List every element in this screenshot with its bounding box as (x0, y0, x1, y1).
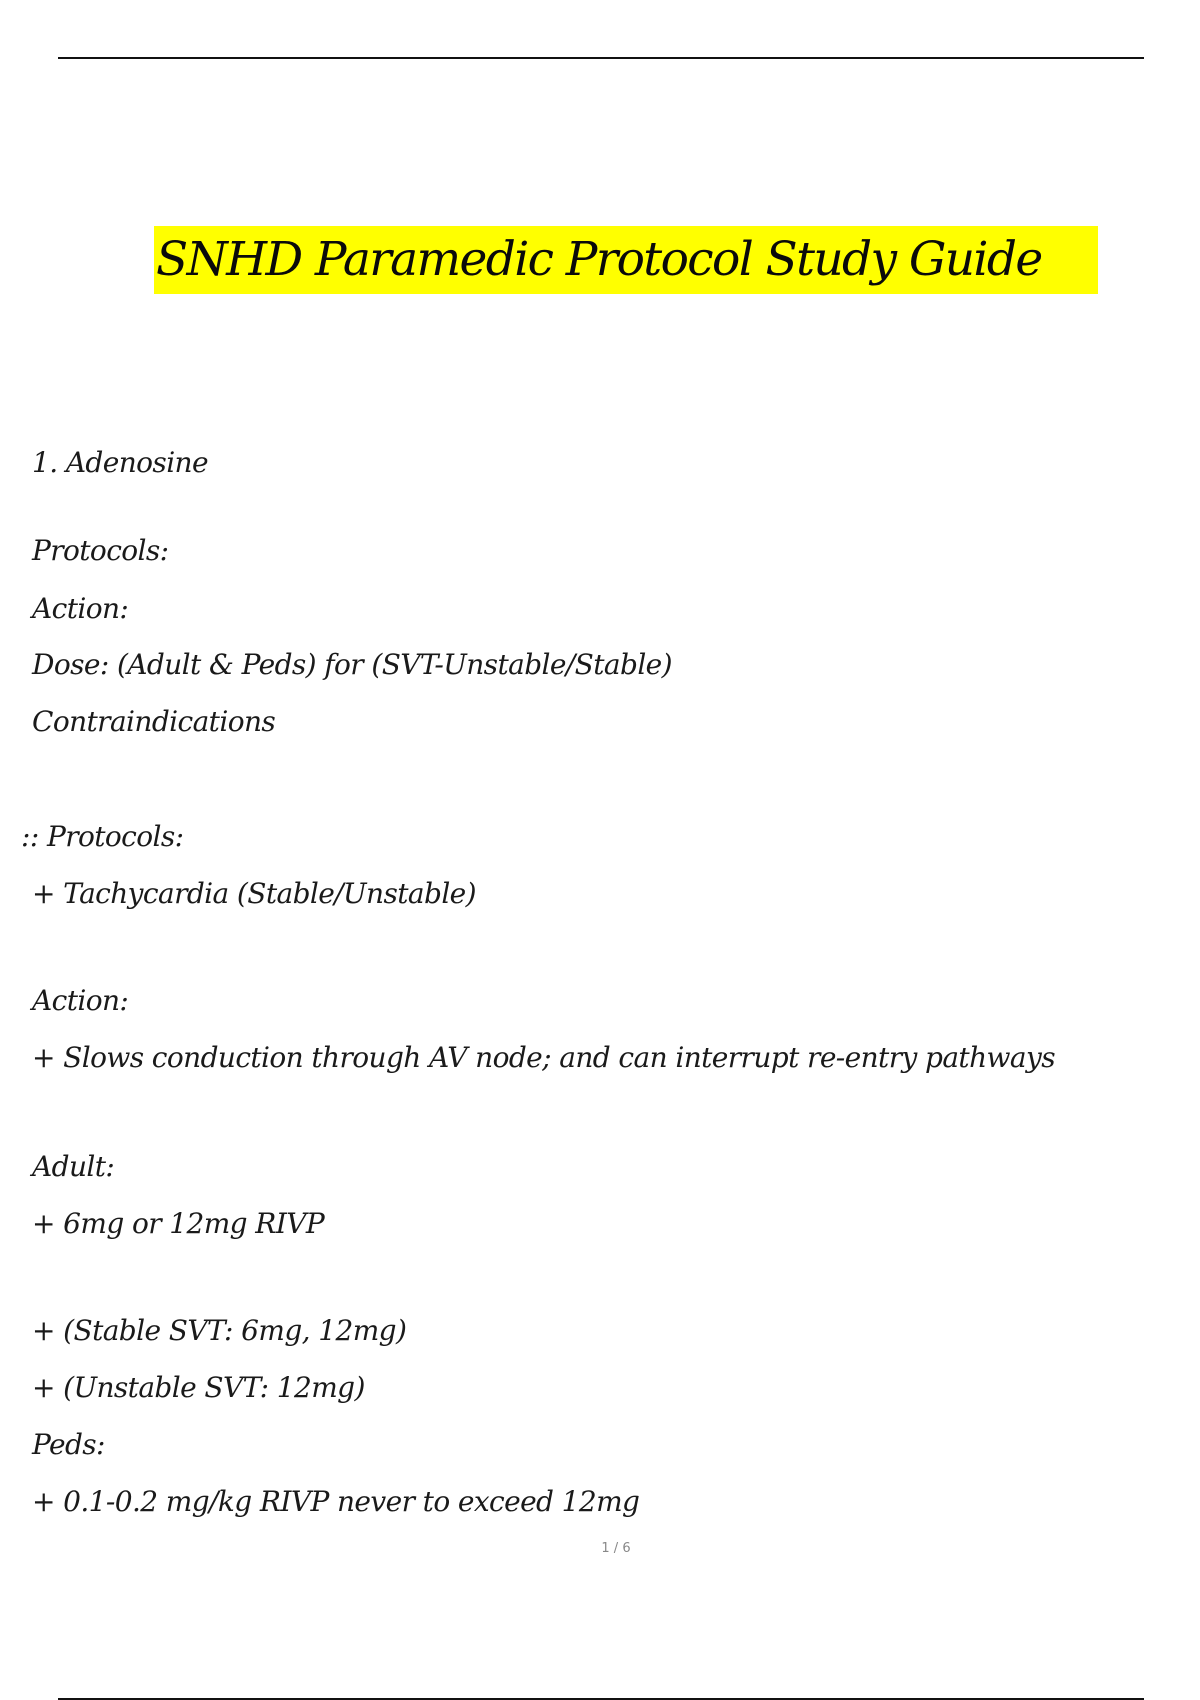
answer-peds-heading: Peds: (32, 1428, 105, 1461)
top-rule (58, 57, 1144, 59)
page-number: 1 / 6 (601, 1541, 631, 1556)
answer-adult-heading: Adult: (32, 1150, 115, 1183)
answer-peds-dose: + 0.1-0.2 mg/kg RIVP never to exceed 12mg (32, 1485, 640, 1518)
answer-adult-dose: + 6mg or 12mg RIVP (32, 1207, 325, 1240)
outline-protocols: Protocols: (32, 534, 169, 567)
answer-stable-svt: + (Stable SVT: 6mg, 12mg) (32, 1314, 407, 1347)
outline-contraindications: Contraindications (32, 705, 276, 738)
answer-action-heading: Action: (32, 984, 129, 1017)
answer-protocols-heading: :: Protocols: (21, 820, 184, 853)
outline-action: Action: (32, 592, 129, 625)
document-title: SNHD Paramedic Protocol Study Guide (156, 232, 1042, 287)
answer-unstable-svt: + (Unstable SVT: 12mg) (32, 1371, 365, 1404)
outline-dose: Dose: (Adult & Peds) for (SVT-Unstable/Stable) (32, 648, 672, 681)
answer-protocols-item: + Tachycardia (Stable/Unstable) (32, 877, 476, 910)
section-heading-adenosine: 1. Adenosine (32, 446, 208, 479)
answer-action-item: + Slows conduction through AV node; and can interrupt re-entry pathways (32, 1041, 1055, 1074)
